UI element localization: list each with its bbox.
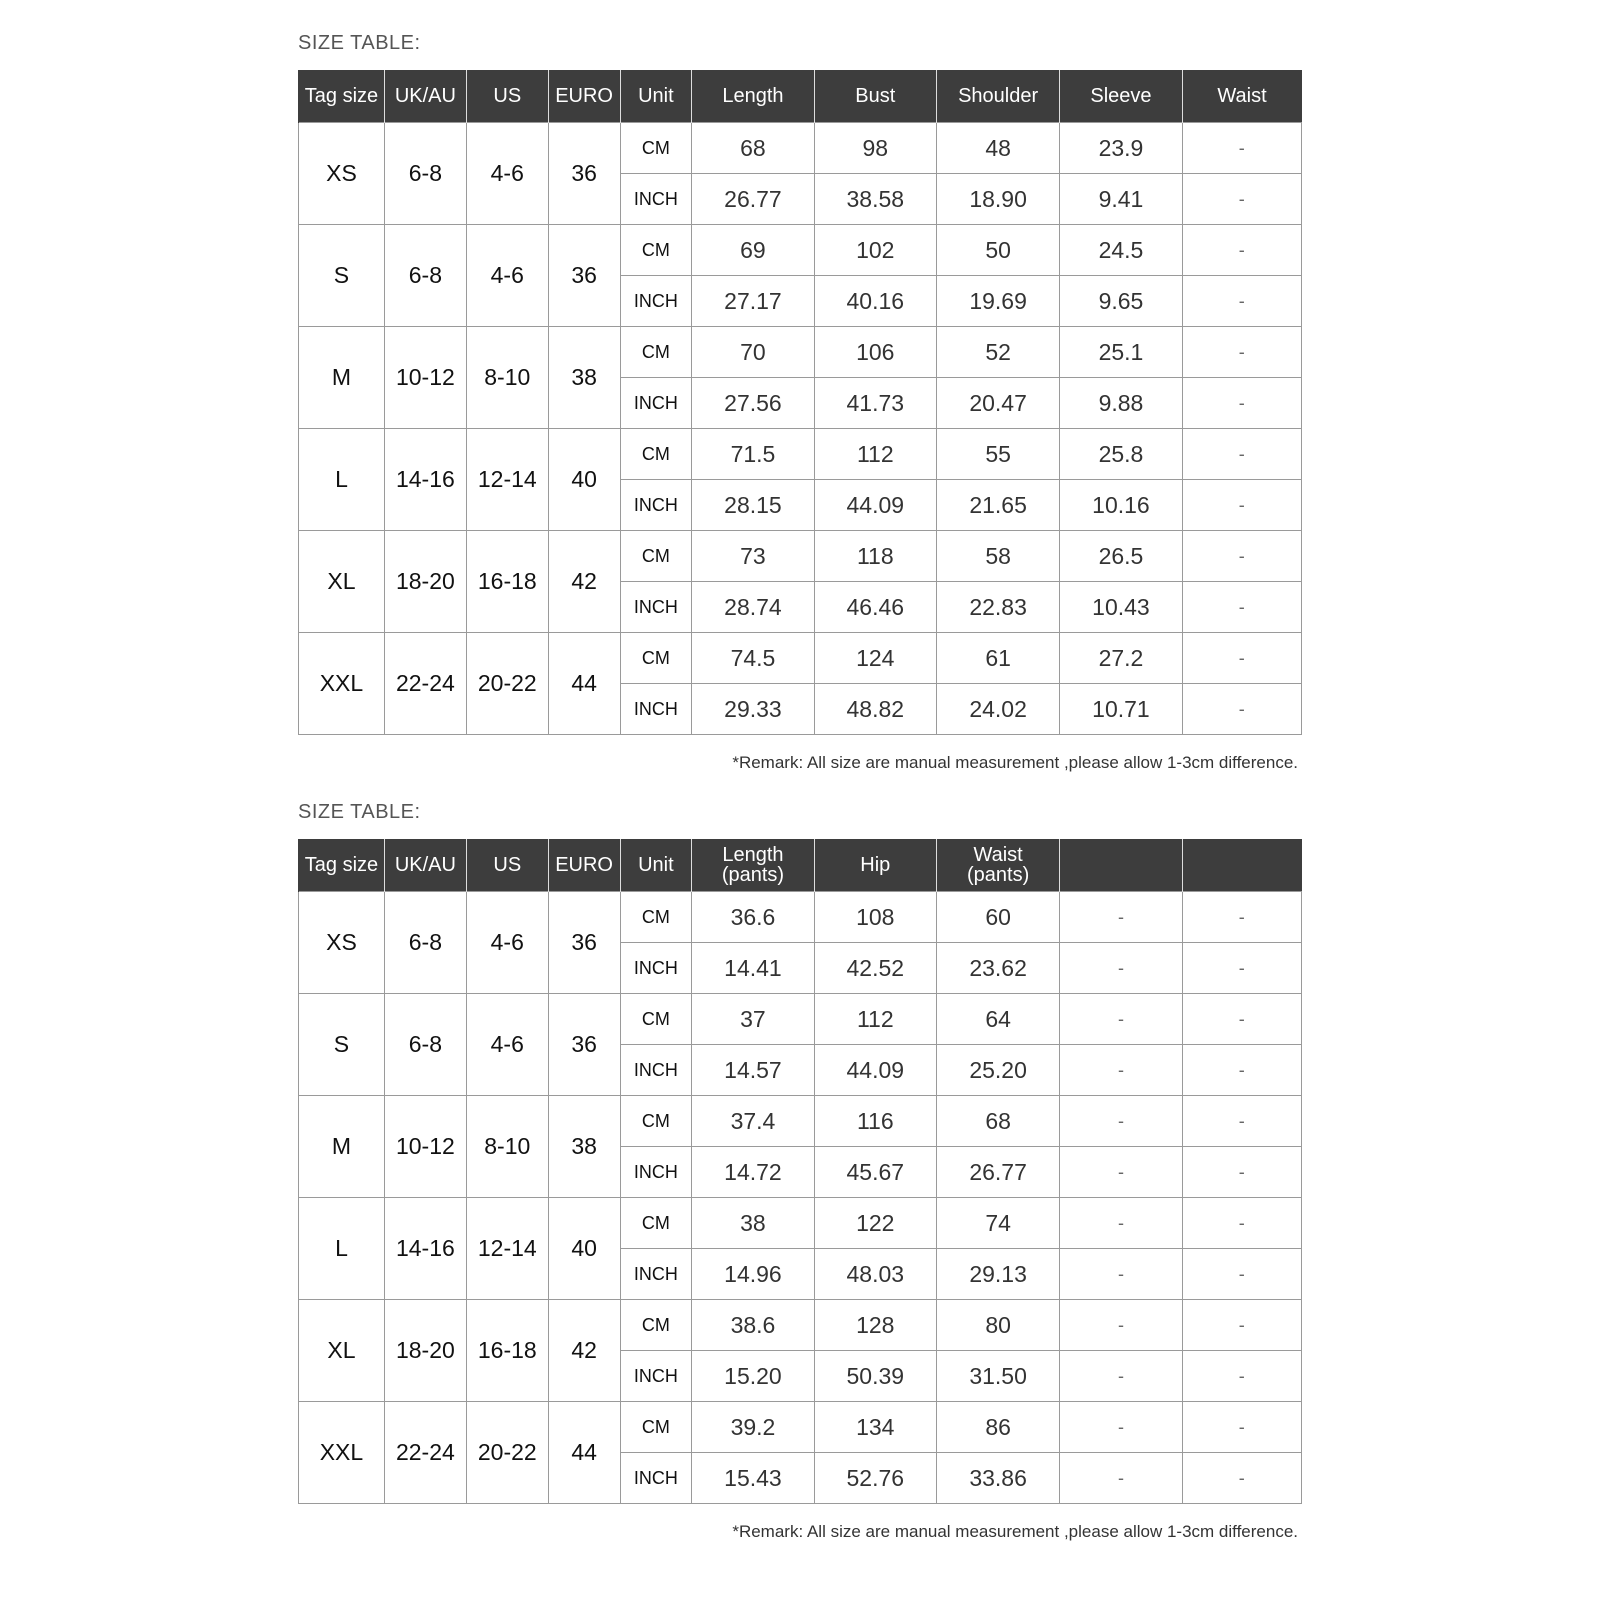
unit-cell: CM [620,225,692,276]
table-row [299,1402,1302,1453]
measurement-cell: - [1060,1453,1182,1504]
column-header-label: Length (pants) [721,844,785,886]
measurement-cell: 14.72 [692,1147,814,1198]
measurement-cell: 25.1 [1060,327,1182,378]
measurement-cell: 118 [814,531,936,582]
measurement-cell: - [1182,123,1301,174]
measurement-cell: - [1182,633,1301,684]
measurement-cell: - [1182,943,1301,994]
measurement-cell: - [1182,1402,1301,1453]
table-title: SIZE TABLE: [298,801,421,823]
column-header [814,839,936,892]
measurement-cell: 26.5 [1060,531,1182,582]
unit-cell: CM [620,994,692,1045]
measurement-cell: 44.09 [814,480,936,531]
measurement-cell: - [1060,994,1182,1045]
measurement-cell: - [1182,174,1301,225]
euro-cell: 36 [548,225,620,327]
measurement-cell: 86 [936,1402,1059,1453]
uk-au-cell: 22-24 [384,1402,466,1504]
measurement-cell: - [1182,1249,1301,1300]
measurement-cell: - [1182,892,1301,943]
measurement-cell: 68 [692,123,814,174]
euro-cell: 36 [548,994,620,1096]
measurement-cell: 122 [814,1198,936,1249]
euro-cell: 38 [548,1096,620,1198]
measurement-cell: 68 [936,1096,1059,1147]
measurement-cell: 50 [936,225,1059,276]
column-header [1060,839,1182,892]
measurement-cell: - [1182,531,1301,582]
measurement-cell: 9.65 [1060,276,1182,327]
measurement-cell: 124 [814,633,936,684]
column-header-label: Length [722,85,784,107]
column-header [936,839,1059,892]
measurement-cell: 38 [692,1198,814,1249]
column-header [299,839,385,892]
column-header [384,70,466,123]
measurement-cell: 70 [692,327,814,378]
measurement-cell: 116 [814,1096,936,1147]
measurement-cell: 25.8 [1060,429,1182,480]
unit-cell: INCH [620,174,692,225]
table-row [299,429,1302,480]
size-table [298,839,1302,1504]
unit-cell: INCH [620,1351,692,1402]
tag-size-cell: M [299,1096,385,1198]
measurement-cell: 112 [814,994,936,1045]
measurement-cell: 19.69 [936,276,1059,327]
unit-cell: CM [620,429,692,480]
measurement-cell: 38.58 [814,174,936,225]
column-header-label: UK/AU [394,85,456,107]
uk-au-cell: 14-16 [384,429,466,531]
measurement-cell: - [1182,582,1301,633]
measurement-cell: 52 [936,327,1059,378]
euro-cell: 44 [548,633,620,735]
column-header [620,70,692,123]
tag-size-cell: L [299,429,385,531]
uk-au-cell: 6-8 [384,123,466,225]
measurement-cell: - [1060,1300,1182,1351]
column-header-label: Unit [638,85,674,107]
measurement-cell: 112 [814,429,936,480]
unit-cell: CM [620,892,692,943]
measurement-cell: 61 [936,633,1059,684]
measurement-cell: 9.41 [1060,174,1182,225]
measurement-cell: 44.09 [814,1045,936,1096]
euro-cell: 44 [548,1402,620,1504]
unit-cell: INCH [620,1249,692,1300]
measurement-cell: - [1182,429,1301,480]
us-cell: 20-22 [466,633,548,735]
measurement-cell: - [1182,480,1301,531]
column-header [466,70,548,123]
size-table [298,70,1302,735]
column-header [1182,839,1301,892]
us-cell: 12-14 [466,1198,548,1300]
measurement-cell: - [1182,1300,1301,1351]
us-cell: 4-6 [466,225,548,327]
table-title: SIZE TABLE: [298,32,421,54]
measurement-cell: - [1182,1453,1301,1504]
us-cell: 4-6 [466,123,548,225]
tag-size-cell: S [299,994,385,1096]
us-cell: 16-18 [466,1300,548,1402]
measurement-cell: 10.71 [1060,684,1182,735]
measurement-cell: - [1182,327,1301,378]
measurement-cell: 21.65 [936,480,1059,531]
measurement-cell: 48.82 [814,684,936,735]
measurement-cell: - [1060,1096,1182,1147]
unit-cell: CM [620,633,692,684]
tag-size-cell: S [299,225,385,327]
us-cell: 16-18 [466,531,548,633]
header-row [299,839,1302,892]
measurement-cell: 27.56 [692,378,814,429]
measurement-cell: 27.2 [1060,633,1182,684]
measurement-cell: 20.47 [936,378,1059,429]
measurement-cell: 14.57 [692,1045,814,1096]
unit-cell: INCH [620,1147,692,1198]
measurement-cell: - [1060,1045,1182,1096]
unit-cell: CM [620,1198,692,1249]
tag-size-cell: L [299,1198,385,1300]
measurement-cell: 134 [814,1402,936,1453]
measurement-cell: - [1182,1096,1301,1147]
measurement-cell: 80 [936,1300,1059,1351]
measurement-cell: 36.6 [692,892,814,943]
measurement-cell: 15.20 [692,1351,814,1402]
uk-au-cell: 22-24 [384,633,466,735]
column-header-label: Bust [855,85,896,107]
measurement-cell: 14.41 [692,943,814,994]
measurement-cell: 74.5 [692,633,814,684]
euro-cell: 42 [548,531,620,633]
measurement-cell: - [1060,943,1182,994]
column-header [936,70,1059,123]
column-header-label: US [493,85,522,107]
measurement-cell: 64 [936,994,1059,1045]
column-header [548,70,620,123]
table-row [299,892,1302,943]
measurement-cell: - [1060,892,1182,943]
measurement-cell: 106 [814,327,936,378]
column-header [299,70,385,123]
column-header [548,839,620,892]
measurement-cell: 26.77 [692,174,814,225]
remark-note: *Remark: All size are manual measurement ,please allow 1-3cm difference. [732,753,1298,772]
measurement-cell: 40.16 [814,276,936,327]
us-cell: 8-10 [466,327,548,429]
measurement-cell: - [1182,276,1301,327]
measurement-cell: 41.73 [814,378,936,429]
measurement-cell: 24.5 [1060,225,1182,276]
measurement-cell: 98 [814,123,936,174]
measurement-cell: 24.02 [936,684,1059,735]
uk-au-cell: 6-8 [384,994,466,1096]
column-header-label: Tag size [304,85,379,107]
measurement-cell: - [1182,1147,1301,1198]
column-header-label: Tag size [304,854,379,876]
uk-au-cell: 18-20 [384,531,466,633]
remark-note: *Remark: All size are manual measurement ,please allow 1-3cm difference. [732,1522,1298,1541]
measurement-cell: 9.88 [1060,378,1182,429]
table-row [299,123,1302,174]
table-row [299,1096,1302,1147]
column-header-label: US [493,854,522,876]
column-header [1060,70,1182,123]
measurement-cell: 48.03 [814,1249,936,1300]
measurement-cell: 27.17 [692,276,814,327]
measurement-cell: 38.6 [692,1300,814,1351]
column-header-label: Hip [860,854,891,876]
measurement-cell: 48 [936,123,1059,174]
size-table-block-1 [298,28,1302,785]
measurement-cell: 28.74 [692,582,814,633]
euro-cell: 36 [548,123,620,225]
column-header [814,70,936,123]
measurement-cell: 33.86 [936,1453,1059,1504]
tag-size-cell: XS [299,123,385,225]
table-row [299,225,1302,276]
uk-au-cell: 10-12 [384,1096,466,1198]
column-header [620,839,692,892]
measurement-cell: - [1060,1198,1182,1249]
measurement-cell: 46.46 [814,582,936,633]
table-row [299,994,1302,1045]
table-row [299,327,1302,378]
column-header [1182,70,1301,123]
measurement-cell: 128 [814,1300,936,1351]
unit-cell: INCH [620,582,692,633]
measurement-cell: - [1060,1249,1182,1300]
measurement-cell: 74 [936,1198,1059,1249]
uk-au-cell: 14-16 [384,1198,466,1300]
uk-au-cell: 6-8 [384,225,466,327]
unit-cell: CM [620,1402,692,1453]
measurement-cell: 29.13 [936,1249,1059,1300]
unit-cell: INCH [620,480,692,531]
tag-size-cell: XL [299,531,385,633]
unit-cell: INCH [620,684,692,735]
euro-cell: 40 [548,429,620,531]
measurement-cell: - [1060,1351,1182,1402]
measurement-cell: 71.5 [692,429,814,480]
measurement-cell: 39.2 [692,1402,814,1453]
us-cell: 20-22 [466,1402,548,1504]
tag-size-cell: XXL [299,1402,385,1504]
measurement-cell: 55 [936,429,1059,480]
measurement-cell: 23.9 [1060,123,1182,174]
tag-size-cell: XXL [299,633,385,735]
tag-size-cell: M [299,327,385,429]
measurement-cell: 31.50 [936,1351,1059,1402]
measurement-cell: 25.20 [936,1045,1059,1096]
measurement-cell: 45.67 [814,1147,936,1198]
measurement-cell: 15.43 [692,1453,814,1504]
measurement-cell: 22.83 [936,582,1059,633]
measurement-cell: - [1182,1351,1301,1402]
measurement-cell: 10.16 [1060,480,1182,531]
measurement-cell: 102 [814,225,936,276]
column-header-label: Waist [1217,85,1267,107]
unit-cell: CM [620,531,692,582]
measurement-cell: - [1182,378,1301,429]
measurement-cell: 60 [936,892,1059,943]
measurement-cell: 14.96 [692,1249,814,1300]
table-row [299,531,1302,582]
measurement-cell: 73 [692,531,814,582]
unit-cell: CM [620,1096,692,1147]
us-cell: 4-6 [466,892,548,994]
uk-au-cell: 6-8 [384,892,466,994]
measurement-cell: 52.76 [814,1453,936,1504]
measurement-cell: - [1182,225,1301,276]
measurement-cell: 26.77 [936,1147,1059,1198]
measurement-cell: 108 [814,892,936,943]
size-table-block-2 [298,797,1302,1554]
unit-cell: CM [620,1300,692,1351]
measurement-cell: - [1060,1402,1182,1453]
measurement-cell: 58 [936,531,1059,582]
measurement-cell: 29.33 [692,684,814,735]
euro-cell: 36 [548,892,620,994]
measurement-cell: - [1060,1147,1182,1198]
unit-cell: CM [620,123,692,174]
measurement-cell: 18.90 [936,174,1059,225]
table-row [299,1300,1302,1351]
tag-size-cell: XL [299,1300,385,1402]
measurement-cell: 50.39 [814,1351,936,1402]
column-header-label: Unit [638,854,674,876]
column-header [692,70,814,123]
euro-cell: 38 [548,327,620,429]
euro-cell: 40 [548,1198,620,1300]
table-row [299,1198,1302,1249]
unit-cell: CM [620,327,692,378]
unit-cell: INCH [620,276,692,327]
unit-cell: INCH [620,378,692,429]
uk-au-cell: 18-20 [384,1300,466,1402]
column-header-label: Sleeve [1090,85,1152,107]
column-header-label: UK/AU [394,854,456,876]
column-header [692,839,814,892]
measurement-cell: 23.62 [936,943,1059,994]
header-row [299,70,1302,123]
column-header-label: EURO [555,854,613,876]
measurement-cell: - [1182,994,1301,1045]
unit-cell: INCH [620,1045,692,1096]
measurement-cell: 28.15 [692,480,814,531]
measurement-cell: - [1182,1045,1301,1096]
uk-au-cell: 10-12 [384,327,466,429]
measurement-cell: - [1182,684,1301,735]
measurement-cell: 42.52 [814,943,936,994]
table-row [299,633,1302,684]
column-header-label: Shoulder [958,85,1039,107]
tag-size-cell: XS [299,892,385,994]
euro-cell: 42 [548,1300,620,1402]
column-header [384,839,466,892]
column-header-label: EURO [555,85,613,107]
measurement-cell: - [1182,1198,1301,1249]
measurement-cell: 37 [692,994,814,1045]
column-header [466,839,548,892]
column-header-label: Waist (pants) [966,844,1030,886]
unit-cell: INCH [620,943,692,994]
us-cell: 8-10 [466,1096,548,1198]
us-cell: 12-14 [466,429,548,531]
unit-cell: INCH [620,1453,692,1504]
us-cell: 4-6 [466,994,548,1096]
measurement-cell: 10.43 [1060,582,1182,633]
measurement-cell: 37.4 [692,1096,814,1147]
measurement-cell: 69 [692,225,814,276]
